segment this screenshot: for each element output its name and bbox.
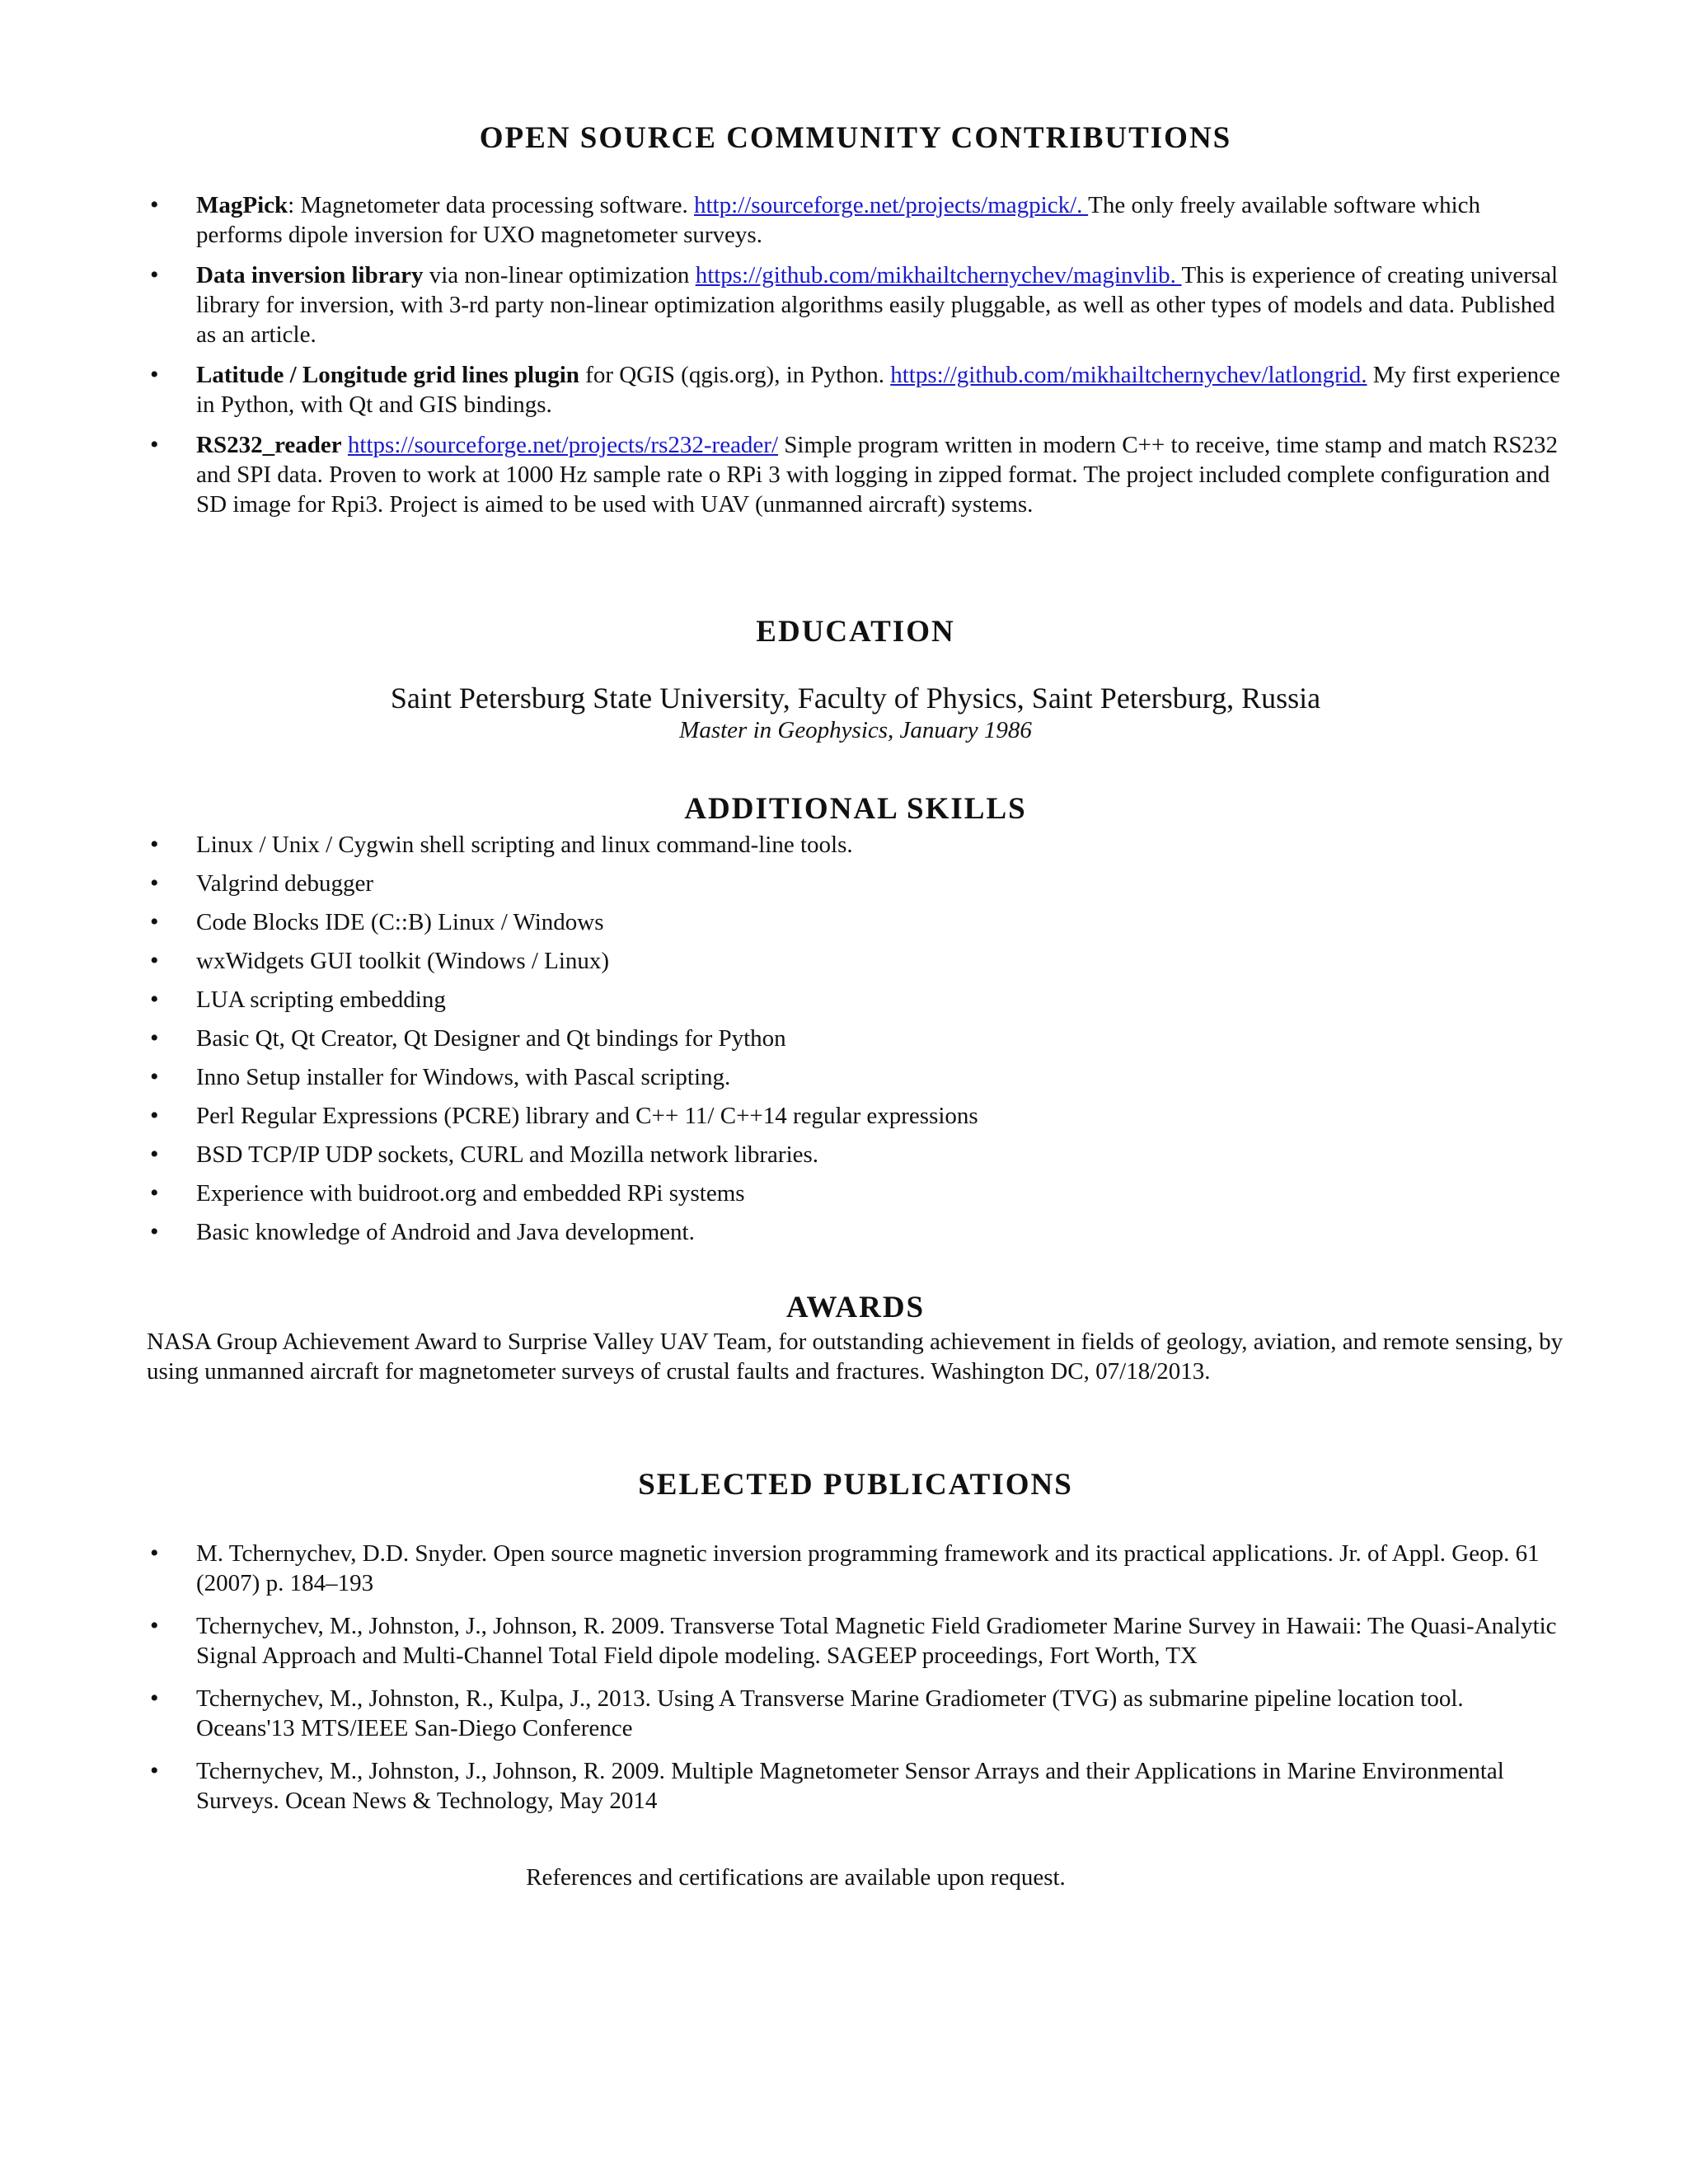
oss-heading: OPEN SOURCE COMMUNITY CONTRIBUTIONS [479,121,1232,155]
publications-list [147,1539,1564,1816]
publication-item: • M. Tchernychev, D.D. Snyder. Open source magnetic inversion programming framework and its practical applications. Jr. of Appl. Geop. 61 (2007) p. 184–193 [147,1539,1564,1598]
oss-item-maginvlib [147,260,1564,349]
education-heading: EDUCATION [756,615,955,649]
skills-list [147,830,1564,1247]
skill-item: • wxWidgets GUI toolkit (Windows / Linux) [147,946,1564,976]
oss-item-rs232 [147,430,1564,519]
skills-heading: ADDITIONAL SKILLS [684,792,1027,826]
oss-item-name: RS232_reader [196,432,342,458]
references-note: References and certifications are available upon request. [526,1864,1066,1891]
oss-item-name: Data inversion library [196,262,424,288]
skill-item: • Basic knowledge of Android and Java development. [147,1217,1564,1247]
skill-item: • Inno Setup installer for Windows, with Pascal scripting. [147,1062,1564,1092]
awards-text: NASA Group Achievement Award to Surprise Valley UAV Team, for outstanding achievement in fields of geology, aviation, and remote sensing, by using unmanned aircraft for magnetometer surveys of crustal faults and fractures. Washington DC, 07/18/2013. [147,1329,1564,1385]
oss-section [147,120,1564,530]
skill-item: • Valgrind debugger [147,869,1564,898]
rs232-link[interactable]: https://sourceforge.net/projects/rs232-reader/ [347,432,779,458]
oss-item-sep: : [288,192,295,218]
degree-line: Master in Geophysics, January 1986 [679,717,1032,743]
skill-item: • Perl Regular Expressions (PCRE) library and C++ 11/ C++14 regular expressions [147,1101,1564,1131]
skill-item: • Basic Qt, Qt Creator, Qt Designer and Qt bindings for Python [147,1024,1564,1053]
latlongrid-link[interactable]: https://github.com/mikhailtchernychev/latlongrid. [890,362,1367,388]
oss-list [147,190,1564,519]
oss-item-post: The only freely available software which performs dipole inversion for UXO magnetometer surveys. [196,192,1481,248]
publication-item: • Tchernychev, M., Johnston, J., Johnson, R. 2009. Multiple Magnetometer Sensor Arrays and their Applications in Marine Environmental Surveys. Ocean News & Technology, May 2014 [147,1756,1564,1816]
skill-item: • Linux / Unix / Cygwin shell scripting and linux command-line tools. [147,830,1564,860]
skill-item: • BSD TCP/IP UDP sockets, CURL and Mozilla network libraries. [147,1140,1564,1169]
maginvlib-link[interactable]: https://github.com/mikhailtchernychev/maginvlib. [695,262,1182,288]
oss-item-name: MagPick [196,192,288,218]
publications-section [147,1467,1564,1829]
skill-item: • LUA scripting embedding [147,985,1564,1015]
university-line: Saint Petersburg State University, Faculty of Physics, Saint Petersburg, Russia [390,682,1321,715]
awards-section [147,1290,1564,1386]
awards-heading: AWARDS [785,1291,926,1324]
education-section [147,614,1564,744]
oss-item-pre: for QGIS (qgis.org), in Python. [579,362,891,388]
oss-item-post: My first experience in Python, with Qt and GIS bindings. [196,362,1560,418]
oss-item-name: Latitude / Longitude grid lines plugin [196,362,579,388]
publications-heading: SELECTED PUBLICATIONS [638,1468,1073,1502]
oss-item-magpick [147,190,1564,250]
publication-item: • Tchernychev, M., Johnston, R., Kulpa, J., 2013. Using A Transverse Marine Gradiometer (TVG) as submarine pipeline location tool. Oceans'13 MTS/IEEE San-Diego Conference [147,1684,1564,1743]
oss-item-post: This is experience of creating universal library for inversion, with 3-rd party non-linear optimization algorithms easily pluggable, as well as other types of models and data. Published as an article. [196,262,1559,348]
skill-item: • Code Blocks IDE (C::B) Linux / Windows [147,907,1564,937]
oss-item-latlongrid [147,360,1564,419]
publication-item: • Tchernychev, M., Johnston, J., Johnson, R. 2009. Transverse Total Magnetic Field Gradiometer Marine Survey in Hawaii: The Quasi-Analytic Signal Approach and Multi-Channel Total Field dipole modeling. SAGEEP proceedings, Fort Worth, TX [147,1611,1564,1671]
oss-item-pre [342,432,348,458]
oss-item-pre: Magnetometer data processing software. [294,192,694,218]
skill-item: • Experience with buidroot.org and embedded RPi systems [147,1179,1564,1208]
magpick-link[interactable]: http://sourceforge.net/projects/magpick/. [694,192,1089,218]
oss-item-pre: via non-linear optimization [423,262,696,288]
oss-item-post: Simple program written in modern C++ to receive, time stamp and match RS232 and SPI data. Proven to work at 1000 Hz sample rate o RPi 3 with logging in zipped format. The project included complete configuration and SD image for Rpi3. Project is aimed to be used with UAV (unmanned aircraft) systems. [196,432,1559,518]
skills-section [147,791,1564,1256]
